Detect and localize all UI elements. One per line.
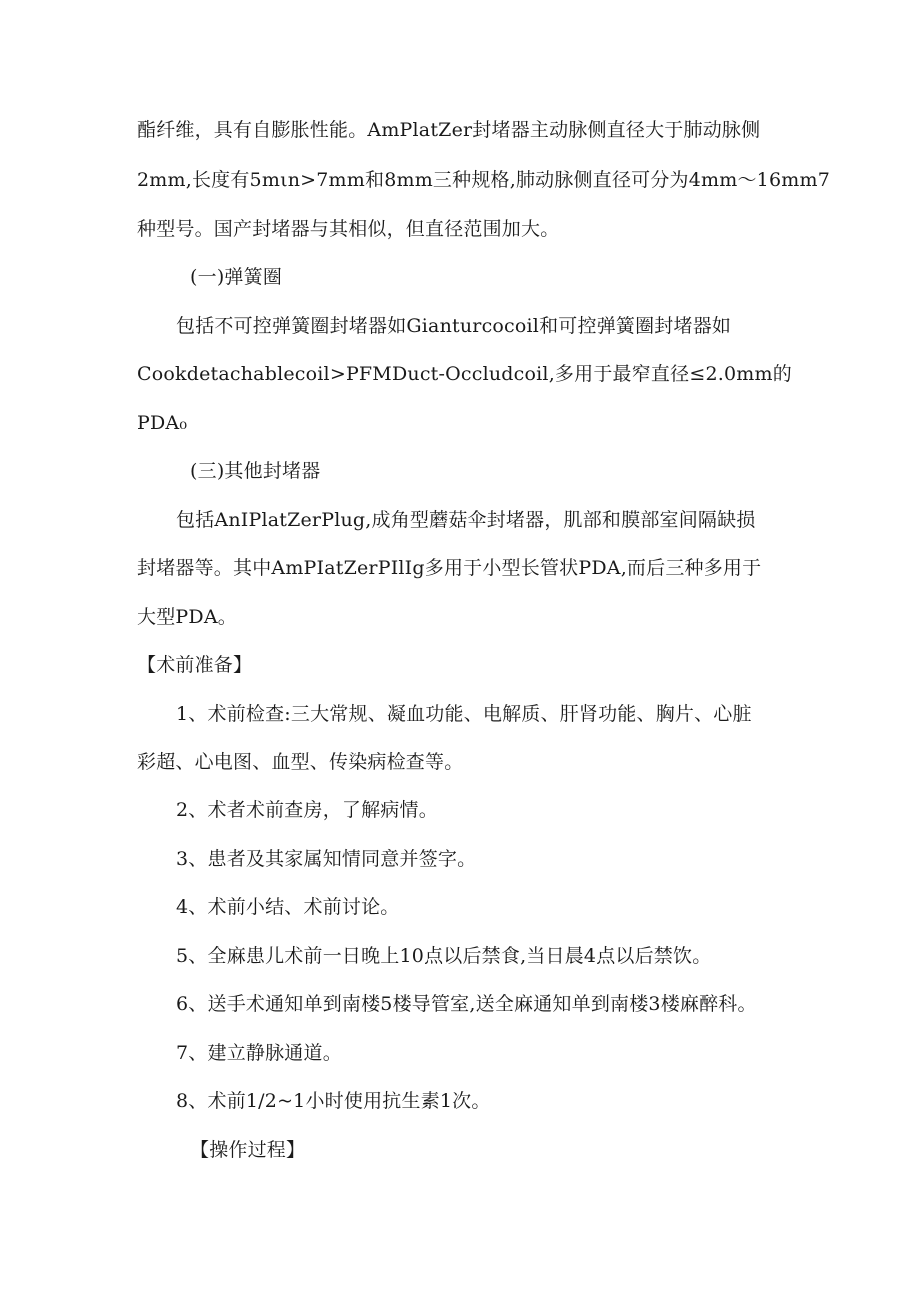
list-item: 7、建立静脉通道。 (176, 1042, 342, 1064)
section-heading: 【操作过程】 (190, 1139, 306, 1161)
section-heading: 【术前准备】 (137, 654, 253, 676)
list-item: 8、术前1/2~1小时使用抗生素1次。 (176, 1090, 491, 1112)
list-item: 3、患者及其家属知情同意并签字。 (176, 848, 477, 870)
paragraph-line: 酯纤维，具有自膨胀性能。AmPlatZer封堵器主动脉侧直径大于肺动脉侧 (137, 119, 761, 141)
list-item: 5、全麻患儿术前一日晚上10点以后禁食,当日晨4点以后禁饮。 (176, 945, 712, 967)
list-item: 1、术前检查:三大常规、凝血功能、电解质、肝肾功能、胸片、心脏 (176, 703, 752, 725)
paragraph-line: 封堵器等。其中AmPIatZerPIlIg多用于小型长管状PDA,而后三种多用于 (137, 557, 762, 579)
list-item: 彩超、心电图、血型、传染病检查等。 (137, 751, 464, 773)
paragraph-line: Cookdetachablecoil>PFMDuct-Occludcoil,多用于最窄直径≤2.0mm的 (137, 363, 792, 385)
list-item: 4、术前小结、术前讨论。 (176, 896, 400, 918)
paragraph-line: PDA₀ (137, 412, 188, 434)
paragraph-line: 包括不可控弹簧圈封堵器如Gianturcocoil和可控弹簧圈封堵器如 (176, 315, 732, 337)
section-heading: (一)弹簧圈 (190, 266, 283, 288)
paragraph-line: 包括AnIPlatZerPlug,成角型蘑菇伞封堵器，肌部和膜部室间隔缺损 (176, 509, 756, 531)
paragraph-line: 种型号。国产封堵器与其相似，但直径范围加大。 (137, 218, 560, 240)
paragraph-line: 2mm,长度有5mιn>7mm和8mm三种规格,肺动脉侧直径可分为4mm～16mm7 (137, 169, 830, 191)
list-item: 6、送手术通知单到南楼5楼导管室,送全麻通知单到南楼3楼麻醉科。 (176, 993, 757, 1015)
paragraph-line: 大型PDA。 (137, 606, 237, 628)
section-heading: (三)其他封堵器 (190, 460, 321, 482)
list-item: 2、术者术前查房，了解病情。 (176, 799, 438, 821)
